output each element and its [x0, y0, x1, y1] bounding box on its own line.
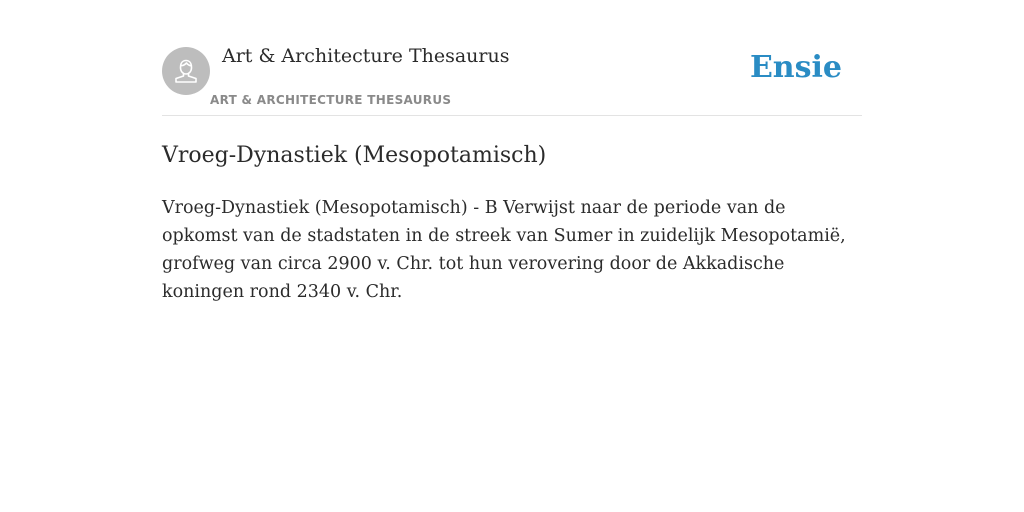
source-label[interactable]: ART & ARCHITECTURE THESAURUS — [210, 93, 452, 107]
avatar[interactable] — [162, 47, 210, 95]
entry-header — [162, 0, 862, 116]
user-icon — [171, 56, 201, 86]
ensie-logo[interactable]: Ensie — [749, 50, 842, 85]
entry-title: Vroeg-Dynastiek (Mesopotamisch) — [162, 143, 547, 168]
author-name[interactable]: Art & Architecture Thesaurus — [222, 45, 510, 67]
entry-card — [162, 0, 862, 306]
entry-definition: Vroeg-Dynastiek (Mesopotamisch) - B Verwijst naar de periode van de opkomst van de stadstaten in de streek van Sumer in zuidelijk Mesopotamië, grofweg van circa 2900 v. Chr. tot hun verovering door de Akkadische koningen rond 2340 v. Chr. — [162, 198, 846, 302]
